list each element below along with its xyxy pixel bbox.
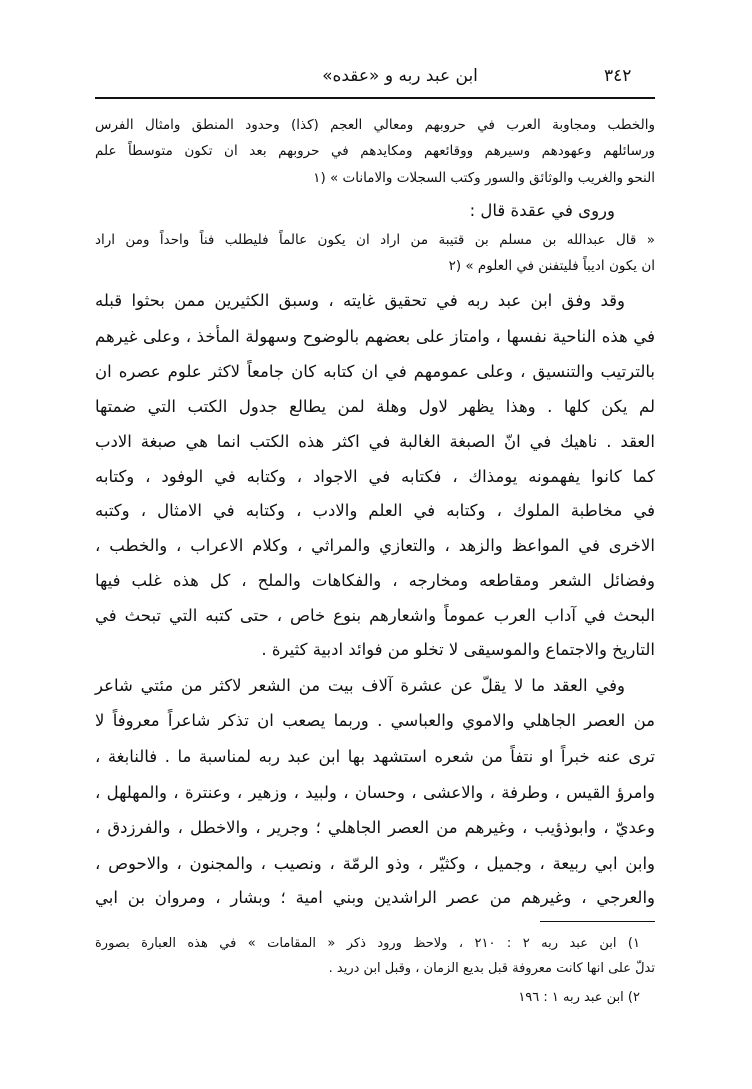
paragraph-line: كما كانوا يفهمونه يومذاك ، فكتابه في الاجواد ، وكتابه في الوفود ، وكتابه bbox=[95, 467, 655, 486]
paragraph-line: العقد . ناهيك في انّ الصبغة الغالبة في اكثر هذه الكتب انما هي صبغة الادب bbox=[95, 432, 655, 451]
paragraph-line: وفي العقد ما لا يقلّ عن عشرة آلاف بيت من الشعر لاكثر من مئتي شاعر bbox=[95, 676, 625, 695]
section-heading: وروى في عقدة قال : bbox=[469, 201, 615, 220]
paragraph-line: بالترتيب والتنسيق ، وعلى عمومهم في ان كتابه كان جامعاً لاكثر علوم عصره ان bbox=[95, 362, 655, 381]
paragraph-line: التاريخ والاجتماع والموسيقى لا تخلو من فوائد ادبية كثيرة . bbox=[261, 640, 655, 659]
paragraph-line: وقد وفق ابن عبد ربه في تحقيق غايته ، وسبق الكثيرين ممن بحثوا قبله bbox=[95, 291, 625, 310]
paragraph-line: ترى عنه خبراً او نتفاً من شعره استشهد بها ابن عبد ربه لمناسبة ما . فالنابغة ، bbox=[95, 747, 655, 766]
page-number: ٣٤٢ bbox=[604, 66, 632, 86]
paragraph-line: وعديّ ، وابوذؤيب ، وغيرهم من العصر الجاهلي ؛ وجرير ، والاخطل ، والفرزدق ، bbox=[95, 818, 655, 837]
paragraph-line: وامرؤ القيس ، وطرفة ، والاعشى ، وحسان ، ولبيد ، وزهير ، وعنترة ، والمهلهل ، bbox=[95, 783, 655, 802]
paragraph-line: البحث في آداب العرب عموماً واشعارهم بنوع خاص ، حتى كتبه التي تبحث في bbox=[95, 606, 655, 625]
footnote-line: ٢) ابن عبد ربه ١ : ١٩٦ bbox=[518, 990, 640, 1005]
paragraph-line: وفضائل الشعر ومقاطعه ومخارجه ، والفكاهات والملح ، كل هذه غلب فيها bbox=[95, 571, 655, 590]
quote-line: النحو والغريب والوثائق والسور وكتب السجلات والامانات » (١ bbox=[313, 170, 655, 186]
quote-line: ورسائلهم وعهودهم وسيرهم ووقائعهم ومكايدهم في حروبهم بعد ان تكون متوسطاً علم bbox=[95, 143, 655, 159]
footnote-rule bbox=[540, 921, 655, 922]
quote-line: ان يكون اديباً فليتفنن في العلوم » (٢ bbox=[448, 258, 655, 274]
quote-line: « قال عبدالله بن مسلم بن قتيبة من اراد ان يكون عالماً فليطلب فناً واحداً ومن اراد bbox=[95, 232, 655, 248]
paragraph-line: من العصر الجاهلي والاموي والعباسي . وربما يصعب ان تذكر شاعراً معروفاً لا bbox=[95, 711, 655, 730]
paragraph-line: في مخاطبة الملوك ، وكتابه في العلم والادب ، وكتابه في الامثال ، وكتبه bbox=[95, 501, 655, 520]
quote-line: والخطب ومجاوبة العرب في حروبهم ومعالي العجم (كذا) وحدود المنطق وامثال الفرس bbox=[95, 117, 655, 133]
header-rule bbox=[95, 97, 655, 99]
footnote-line: ١) ابن عبد ربه ٢ : ٢١٠ ، ولاحظ ورود ذكر « المقامات » في هذه العبارة بصورة bbox=[95, 936, 640, 951]
paragraph-line: لم يكن كلها . وهذا يظهر لاول وهلة لمن يطالع جدول الكتب التي ضمتها bbox=[95, 397, 655, 416]
paragraph-line: والعرجي ، وغيرهم من عصر الراشدين وبني امية ؛ وبشار ، ومروان بن ابي bbox=[95, 888, 655, 907]
footnote-line: تدلّ على انها كانت معروفة قبل بديع الزمان ، وقبل ابن دريد . bbox=[328, 961, 655, 976]
running-title: ابن عبد ربه و «عقده» bbox=[322, 66, 478, 86]
paragraph-line: الاخرى في المواعظ والزهد ، والتعازي والمراثي ، وكلام الاعراب ، والخطب ، bbox=[95, 536, 655, 555]
paragraph-line: وابن ابي ربيعة ، وجميل ، وكثيّر ، وذو الرمّة ، ونصيب ، والمجنون ، والاحوص ، bbox=[95, 854, 655, 873]
paragraph-line: في هذه الناحية نفسها ، وامتاز على بعضهم بالوضوح وسهولة المأخذ ، وعلى غيرهم bbox=[95, 327, 655, 346]
